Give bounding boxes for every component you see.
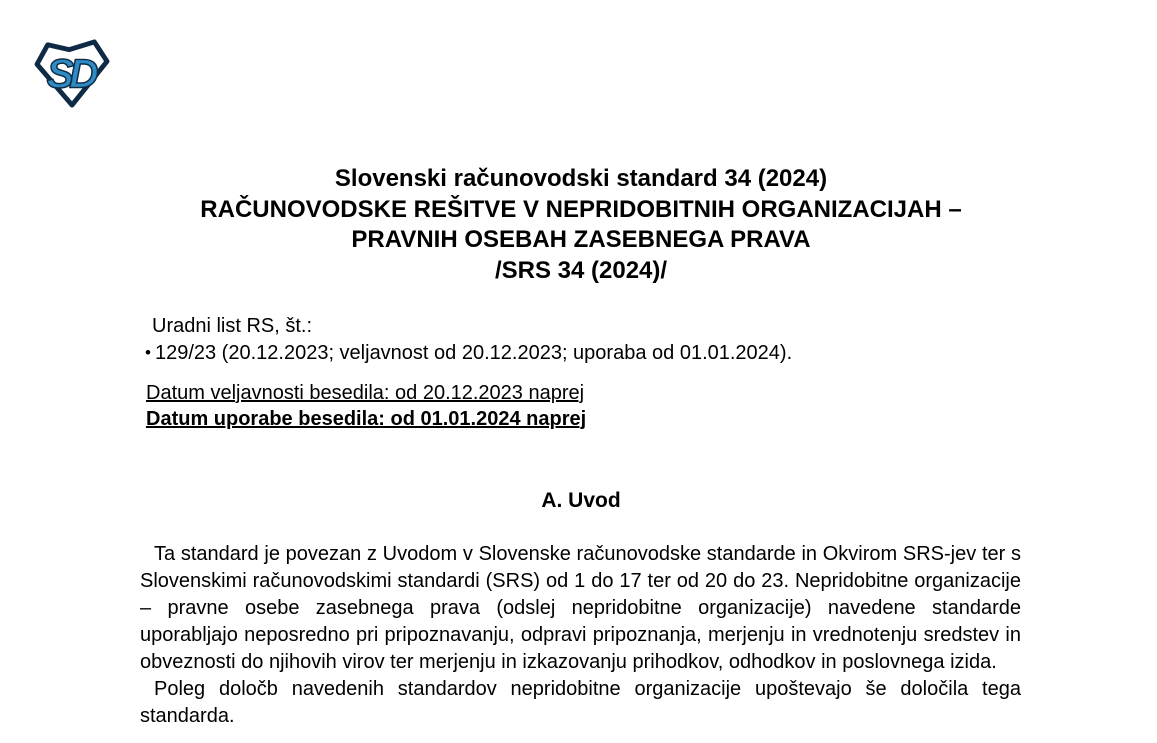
section-heading: A. Uvod: [541, 489, 621, 512]
gazette-item-text: 129/23 (20.12.2023; veljavnost od 20.12.2023; uporaba od 01.01.2024).: [154, 342, 793, 364]
title-line-3: PRAVNIH OSEBAH ZASEBNEGA PRAVA: [351, 226, 811, 253]
logo-letters: SD: [46, 50, 94, 97]
application-date-line: Datum uporabe besedila: od 01.01.2024 naprej: [146, 407, 587, 430]
gazette-label: Uradni list RS, št.:: [152, 315, 313, 337]
paragraph-2: Poleg določb navedenih standardov nepridobitne organizacije upoštevajo še določila tega standarda.: [140, 678, 1021, 727]
bullet-icon: •: [145, 343, 151, 362]
title-line-4: /SRS 34 (2024)/: [494, 256, 668, 284]
validity-date-line: Datum veljavnosti besedila: od 20.12.2023 naprej: [146, 382, 585, 404]
body-text: [140, 541, 1021, 730]
title-line-2: RAČUNOVODSKE REŠITVE V NEPRIDOBITNIH ORGANIZACIJAH –: [200, 195, 962, 223]
document-title: [140, 164, 1022, 286]
sd-logo-icon: [34, 38, 110, 108]
title-line-1: Slovenski računovodski standard 34 (2024): [334, 165, 828, 192]
gazette-list-item: [145, 342, 792, 365]
paragraph-1: Ta standard je povezan z Uvodom v Slovenske računovodske standarde in Okvirom SRS-jev ter s Slovenskimi računovodskimi standardi (SRS) od 1 do 17 ter od 20 do 23. Nepridobitne organizacije – pravne osebe zasebnega prava (odslej nepridobitne organizacije) navedene standarde uporabljajo neposredno pri pripoznavanju, odpravi pripoznanja, merjenju in vrednotenju sredstev in obveznosti do njihovih virov ter merjenju in izkazovanju prihodkov, odhodkov in poslovnega izida.: [140, 543, 1021, 673]
validity-block: [146, 381, 586, 432]
